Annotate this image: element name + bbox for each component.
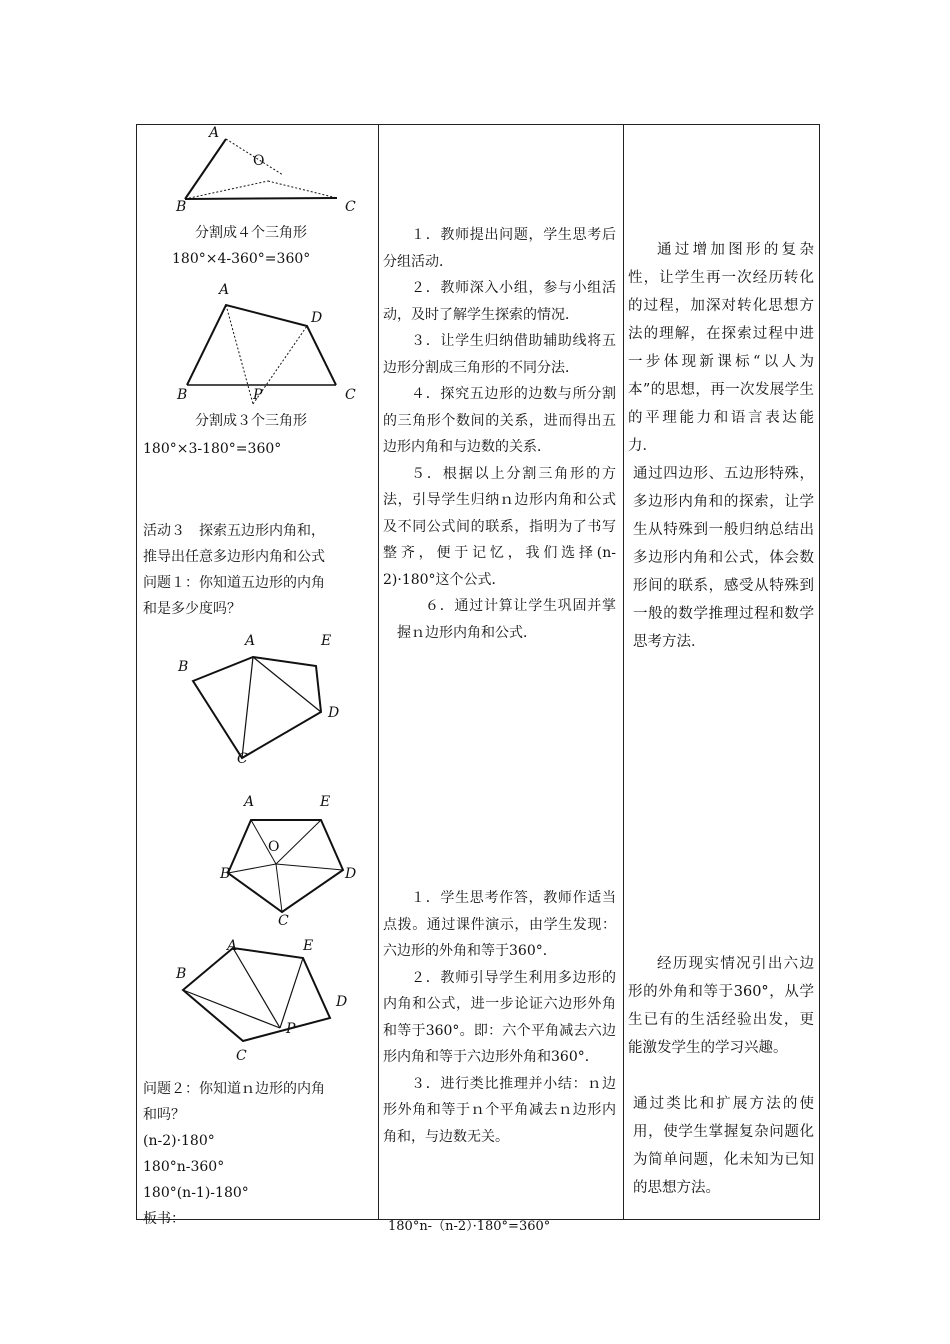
fig1-label-b: B xyxy=(176,199,187,215)
figure-quadrilateral-4-triangles xyxy=(170,124,370,224)
col2-bottom-item-3: ３．进行类比推理并小结：ｎ边形外角和等于ｎ个平角减去ｎ边形内角和，与边数无关。 xyxy=(383,1075,616,1145)
col2-top-item-4: ４．探究五边形的边数与所分割的三角形个数间的关系，进而得出五边形内角和与边数的关系． xyxy=(383,386,616,455)
fig5-label-b: B xyxy=(176,966,187,982)
fig3-label-b: B xyxy=(178,659,189,675)
col3-paragraph-3: 经历现实情况引出六边形的外角和等于360°，从学生已有的生活经验出发，更能激发学生的学习兴趣。 xyxy=(628,956,814,1056)
figure-quadrilateral-3-triangles xyxy=(170,278,370,408)
fig1-caption: 分割成４个三角形 xyxy=(195,225,307,241)
activity3-title-line2: 推导出任意多边形内角和公式 xyxy=(143,549,325,565)
col2-top-item-5: ５．根据以上分割三角形的方法，引导学生归纳ｎ边形内角和公式及不同公式间的联系，指明为了书写整齐，便于记忆，我们选择(n-2)·180°这个公式． xyxy=(383,465,616,588)
fig2-label-d: D xyxy=(311,310,323,326)
fig3-label-e: E xyxy=(321,633,332,649)
col2-top-item-6: ６．通过计算让学生巩固并掌握ｎ边形内角和公式． xyxy=(397,598,616,641)
fig1-label-a: A xyxy=(209,125,220,141)
figure-pentagon-center-point xyxy=(210,790,370,930)
fig2-label-a: A xyxy=(219,282,230,298)
fig1-label-c: C xyxy=(345,199,356,215)
fig5-label-e: E xyxy=(303,938,314,954)
activity3-title-line1: 活动３ 探索五边形内角和， xyxy=(143,523,325,539)
formula-n-minus-1: 180°(n-1)-180° xyxy=(143,1185,249,1201)
fig3-label-c: C xyxy=(237,751,248,767)
figure-pentagon-diagonals xyxy=(170,628,370,768)
fig5-label-a: A xyxy=(227,938,238,954)
col3-paragraph-1: 通过增加图形的复杂性，让学生再一次经历转化的过程，加深对转化思想方法的理解，在探索过程中进一步体现新课标“以人为本”的思想，再一次发展学生的平理能力和语言表达能力． xyxy=(628,242,814,454)
col2-bottom-item-1: １．学生思考作答，教师作适当点拨。通过课件演示，由学生发现：六边形的外角和等于360°． xyxy=(383,890,616,959)
teacher-activities-top xyxy=(383,222,616,646)
fig2-label-b: B xyxy=(177,387,188,403)
col3-paragraph-2: 通过四边形、五边形特殊，多边形内角和的探索，让学生从特殊到一般归纳总结出多边形内角和公式，体会数形间的联系，感受从特殊到一般的数学推理过程和数学思考方法． xyxy=(633,466,814,650)
fig2-formula: 180°×3-180°=360° xyxy=(143,441,282,457)
fig2-label-p: P xyxy=(253,387,263,403)
fig1-label-o: O xyxy=(253,153,265,169)
fig4-label-d: D xyxy=(345,866,357,882)
fig5-label-c: C xyxy=(236,1048,247,1064)
fig5-label-p: P xyxy=(286,1021,296,1037)
col3-paragraph-4: 通过类比和扩展方法的使用，使学生掌握复杂问题化为简单问题，化未知为已知的思想方法。 xyxy=(633,1096,814,1196)
design-intent-p2 xyxy=(633,460,814,656)
design-intent-p1 xyxy=(628,236,814,460)
figure-pentagon-point-on-side xyxy=(170,930,370,1070)
column-divider-2 xyxy=(623,124,624,1220)
question1-line2: 和是多少度吗？ xyxy=(143,601,241,617)
fig4-label-e: E xyxy=(320,794,331,810)
col2-bottom-item-2: ２．教师引导学生利用多边形的内角和公式，进一步论证六边形外角和等于360°。即：六个平角减去六边形内角和等于六边形外角和360°． xyxy=(383,969,616,1065)
fig4-label-a: A xyxy=(244,794,255,810)
fig5-label-d: D xyxy=(336,994,348,1010)
fig3-label-d: D xyxy=(328,705,340,721)
fig3-label-a: A xyxy=(245,633,256,649)
col2-final-formula: 180°n-（n-2）·180°=360° xyxy=(388,1219,551,1234)
col2-top-item-2: ２．教师深入小组，参与小组活动，及时了解学生探索的情况． xyxy=(383,280,616,323)
question1-line1: 问题１：你知道五边形的内角 xyxy=(143,575,325,591)
fig1-formula: 180°×4-360°=360° xyxy=(172,251,311,267)
question2-line1: 问题２：你知道ｎ边形的内角 xyxy=(143,1081,325,1097)
column-divider-1 xyxy=(378,124,379,1220)
formula-180n-minus-360: 180°n-360° xyxy=(143,1159,225,1175)
col2-top-item-1: １．教师提出问题，学生思考后分组活动． xyxy=(383,227,616,270)
fig2-caption: 分割成３个三角形 xyxy=(195,413,307,429)
board-label: 板书： xyxy=(143,1211,185,1227)
fig4-label-o: O xyxy=(268,839,280,855)
col2-top-item-3: ３．让学生归纳借助辅助线将五边形分割成三角形的不同分法． xyxy=(383,333,616,376)
fig4-label-b: B xyxy=(220,866,231,882)
formula-n-minus-2: (n-2)·180° xyxy=(143,1133,215,1149)
fig4-label-c: C xyxy=(278,913,289,929)
fig2-label-c: C xyxy=(345,387,356,403)
design-intent-p3 xyxy=(628,950,814,1062)
question2-line2: 和吗？ xyxy=(143,1107,185,1123)
teacher-activities-bottom xyxy=(383,885,616,1150)
design-intent-p4 xyxy=(633,1090,814,1202)
